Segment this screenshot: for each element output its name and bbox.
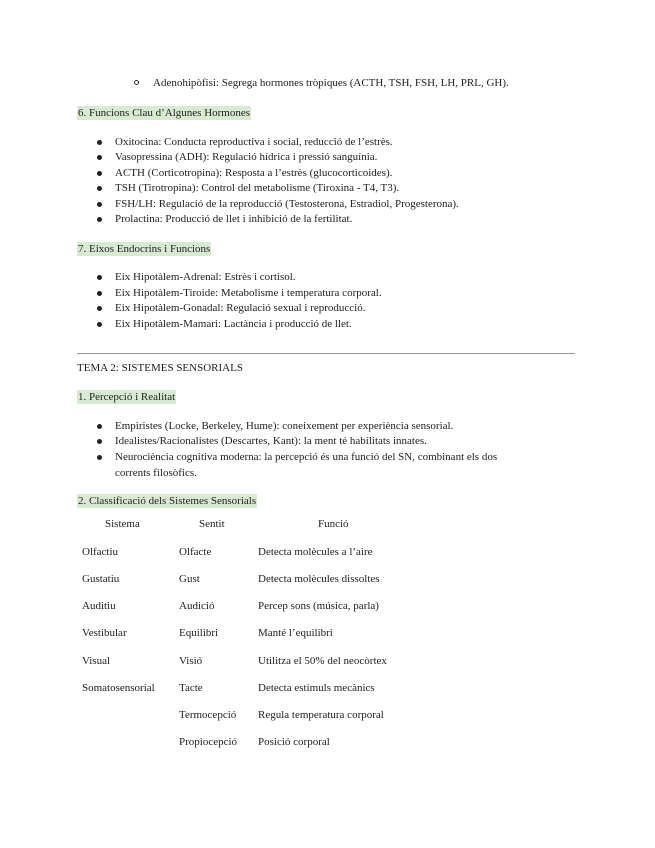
table-header: Funció bbox=[318, 518, 349, 530]
bullet-icon bbox=[97, 202, 102, 207]
list-item: Eix Hipotàlem-Tiroide: Metabolisme i temperatura corporal. bbox=[115, 287, 382, 299]
table-cell: Percep sons (música, parla) bbox=[258, 600, 379, 612]
table-cell: Detecta molècules dissoltes bbox=[258, 573, 380, 585]
table-cell: Visual bbox=[82, 655, 111, 667]
list-item: Idealistes/Racionalistes (Descartes, Kant): la ment té habilitats innates. bbox=[115, 435, 427, 447]
bullet-icon bbox=[97, 306, 102, 311]
bullet-icon bbox=[97, 424, 102, 429]
table-cell: Audició bbox=[179, 600, 215, 612]
table-cell: Gustatiu bbox=[82, 573, 120, 585]
table-cell: Regula temperatura corporal bbox=[258, 709, 384, 721]
list-item: Eix Hipotàlem-Gonadal: Regulació sexual i reproducció. bbox=[115, 302, 366, 314]
horizontal-divider bbox=[77, 353, 575, 354]
bullet-icon bbox=[97, 439, 102, 444]
bullet-icon bbox=[97, 155, 102, 160]
section-heading bbox=[77, 390, 176, 404]
table-cell: Detecta estímuls mecànics bbox=[258, 682, 375, 694]
bullet-icon bbox=[97, 455, 102, 460]
table-cell: Utilitza el 50% del neocòrtex bbox=[258, 655, 387, 667]
list-item: Neurociència cognitiva moderna: la percepció és una funció del SN, combinant els dos bbox=[115, 451, 498, 463]
section-heading bbox=[77, 106, 251, 120]
table-cell: Termocepció bbox=[179, 709, 237, 721]
list-item: TSH (Tirotropina): Control del metabolisme (Tiroxina - T4, T3). bbox=[115, 182, 400, 194]
list-item: Empiristes (Locke, Berkeley, Hume): coneixement per experiència sensorial. bbox=[115, 420, 454, 432]
bullet-icon bbox=[97, 275, 102, 280]
page-title: TEMA 2: SISTEMES SENSORIALS bbox=[77, 362, 243, 374]
table-cell: Visió bbox=[179, 655, 203, 667]
bullet-icon bbox=[97, 291, 102, 296]
section-heading-text: 2. Classificació dels Sistemes Sensorials bbox=[78, 495, 257, 507]
table-cell: Gust bbox=[179, 573, 200, 585]
table-cell: Auditiu bbox=[82, 600, 116, 612]
section-heading-text: 6. Funcions Clau d’Algunes Hormones bbox=[78, 107, 251, 119]
table-cell: Olfactiu bbox=[82, 546, 119, 558]
bullet-icon bbox=[97, 217, 102, 222]
hollow-bullet-icon bbox=[134, 80, 139, 85]
table-cell: Tacte bbox=[179, 682, 203, 694]
table-cell: Propiocepció bbox=[179, 736, 238, 748]
table-cell: Detecta molècules a l’aire bbox=[258, 546, 373, 558]
table-header: Sentit bbox=[199, 518, 225, 530]
table-cell: Equilibri bbox=[179, 627, 219, 639]
list-item: Eix Hipotàlem-Mamari: Lactància i producció de llet. bbox=[115, 318, 352, 330]
table-cell: Somatosensorial bbox=[82, 682, 155, 694]
table-cell: Vestibular bbox=[82, 627, 127, 639]
list-item: Vasopressina (ADH): Regulació hídrica i pressió sanguínia. bbox=[115, 151, 378, 163]
section-heading bbox=[77, 242, 211, 256]
table-cell: Posició corporal bbox=[258, 736, 330, 748]
list-item: Eix Hipotàlem-Adrenal: Estrès i cortisol. bbox=[115, 271, 296, 283]
bullet-icon bbox=[97, 186, 102, 191]
table-cell: Manté l’equilibri bbox=[258, 627, 333, 639]
list-item: Prolactina: Producció de llet i inhibició de la fertilitat. bbox=[115, 213, 353, 225]
section-heading bbox=[77, 494, 257, 508]
list-item: Adenohipòfisi: Segrega hormones tròpiques (ACTH, TSH, FSH, LH, PRL, GH). bbox=[153, 77, 509, 89]
section-heading-text: 7. Eixos Endocrins i Funcions bbox=[78, 243, 211, 255]
list-item-continuation: corrents filosòfics. bbox=[115, 467, 197, 479]
section-heading-text: 1. Percepció i Realitat bbox=[78, 391, 176, 403]
list-item: Oxitocina: Conducta reproductiva i social, reducció de l’estrès. bbox=[115, 136, 393, 148]
table-cell: Olfacte bbox=[179, 546, 212, 558]
bullet-icon bbox=[97, 322, 102, 327]
list-item: ACTH (Corticotropina): Resposta a l’estrès (glucocorticoides). bbox=[115, 167, 393, 179]
list-item: FSH/LH: Regulació de la reproducció (Testosterona, Estradiol, Progesterona). bbox=[115, 198, 459, 210]
bullet-icon bbox=[97, 140, 102, 145]
table-header: Sistema bbox=[105, 518, 140, 530]
bullet-icon bbox=[97, 171, 102, 176]
